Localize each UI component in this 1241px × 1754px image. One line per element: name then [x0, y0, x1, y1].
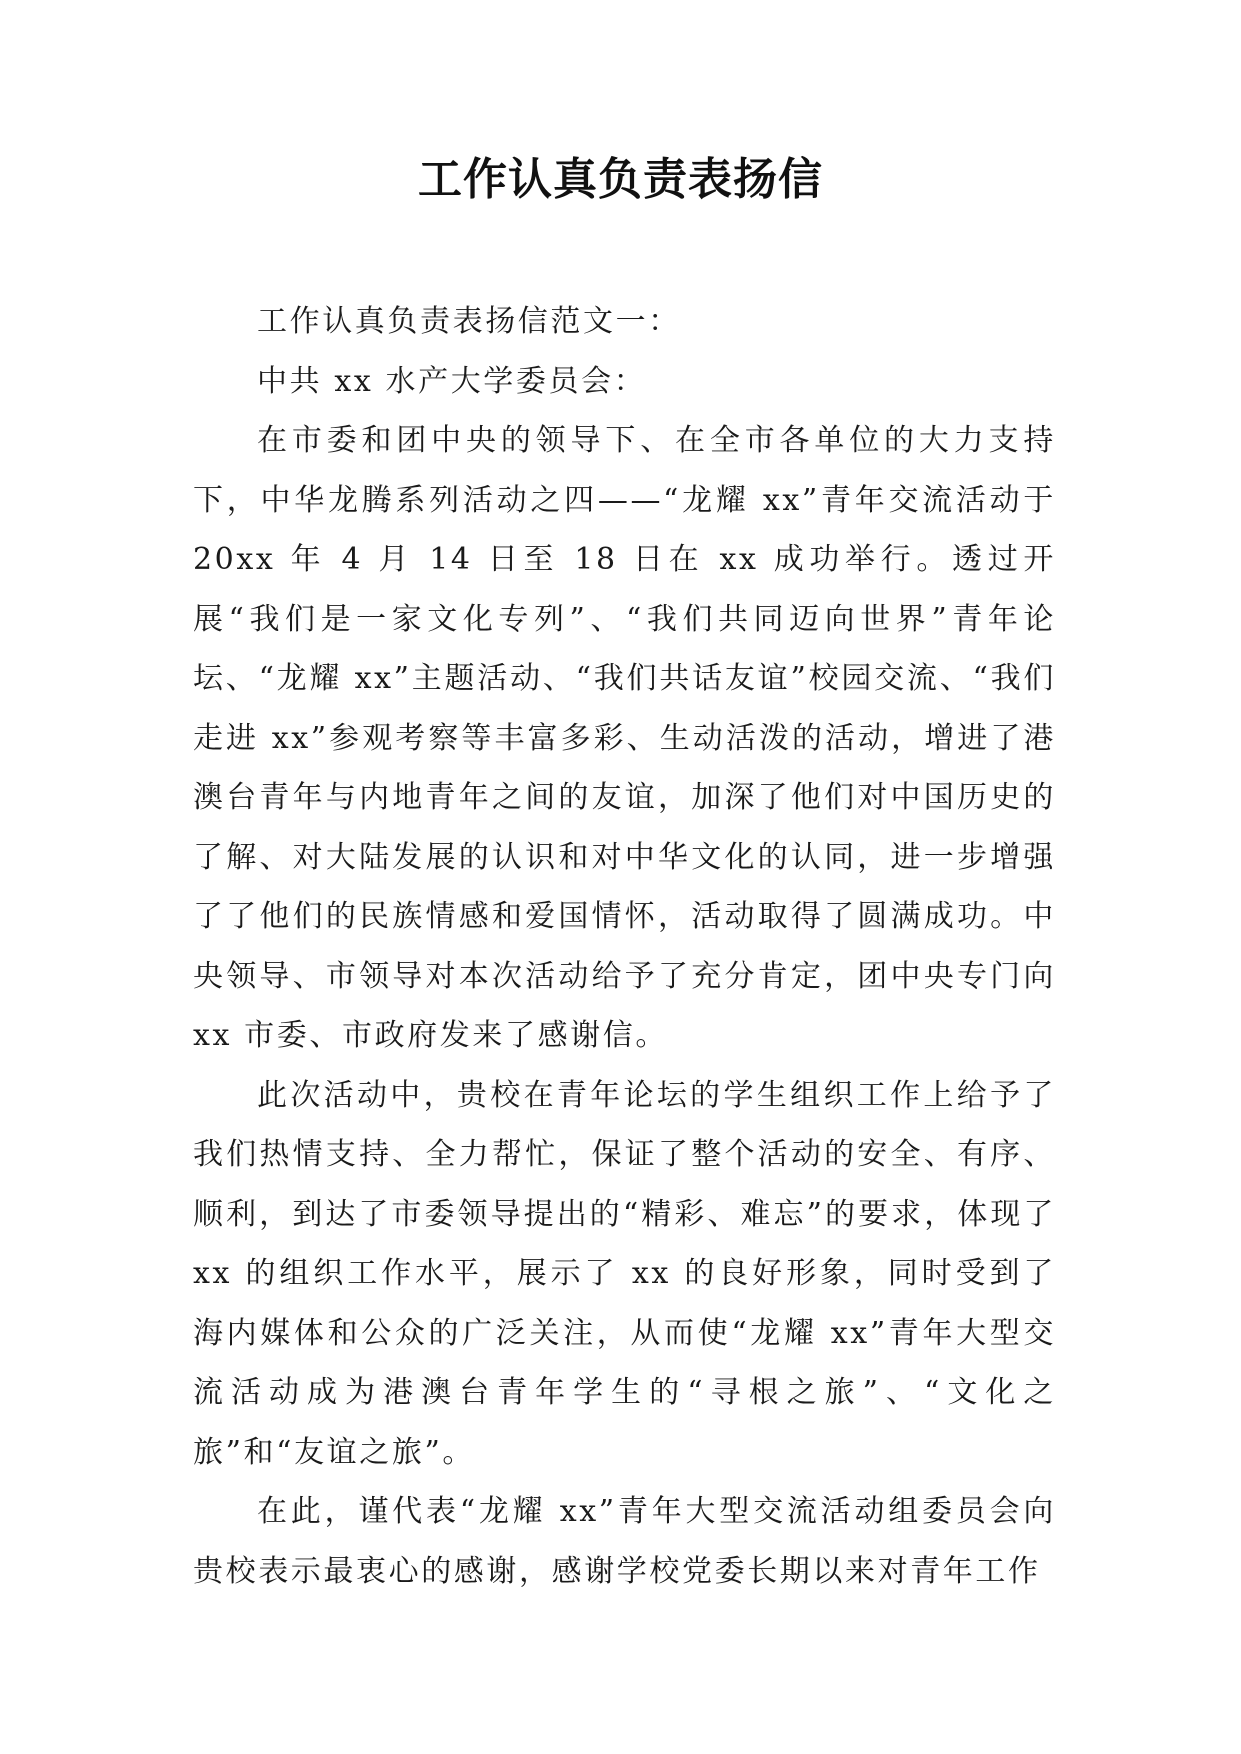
- paragraph-salutation: 中共 xx 水产大学委员会：: [257, 363, 647, 399]
- paragraph-event-summary: 在市委和团中央的领导下、在全市各单位的大力支持下，中华龙腾系列活动之四——“龙耀 xx”青年交流活动于 20xx 年 4 月 14 日至 18 日在 xx 成功举行。透过开展“我们是一家文化专列”、“我们共同迈向世界”青年论坛、“龙耀 xx”主题活动、“我们共话友谊”校园交流、“我们走进 xx”参观考察等丰富多彩、生动活泼的活动，增进了港澳台青年与内地青年之间的友谊，加深了他们对中国历史的了解、对大陆发展的认识和对中华文化的认同，进一步增强了了他们的民族情感和爱国情怀，活动取得了圆满成功。中央领导、市领导对本次活动给予了充分肯定，团中央专门向 xx 市委、市政府发来了感谢信。: [193, 423, 1056, 1053]
- document-title: 工作认真负责表扬信: [418, 154, 823, 205]
- paragraph-heading: 工作认真负责表扬信范文一：: [257, 304, 681, 339]
- document-body: [193, 292, 1056, 1601]
- paragraph-school-support: 此次活动中，贵校在青年论坛的学生组织工作上给予了我们热情支持、全力帮忙，保证了整个活动的安全、有序、顺利，到达了市委领导提出的“精彩、难忘”的要求，体现了 xx 的组织工作水平，展示了 xx 的良好形象，同时受到了海内媒体和公众的广泛关注，从而使“龙耀 xx”青年大型交流活动成为港澳台青年学生的“寻根之旅”、“文化之旅”和“友谊之旅”。: [193, 1077, 1056, 1470]
- paragraph-thanks: 在此，谨代表“龙耀 xx”青年大型交流活动组委员会向贵校表示最衷心的感谢，感谢学校党委长期以来对青年工作: [193, 1494, 1056, 1589]
